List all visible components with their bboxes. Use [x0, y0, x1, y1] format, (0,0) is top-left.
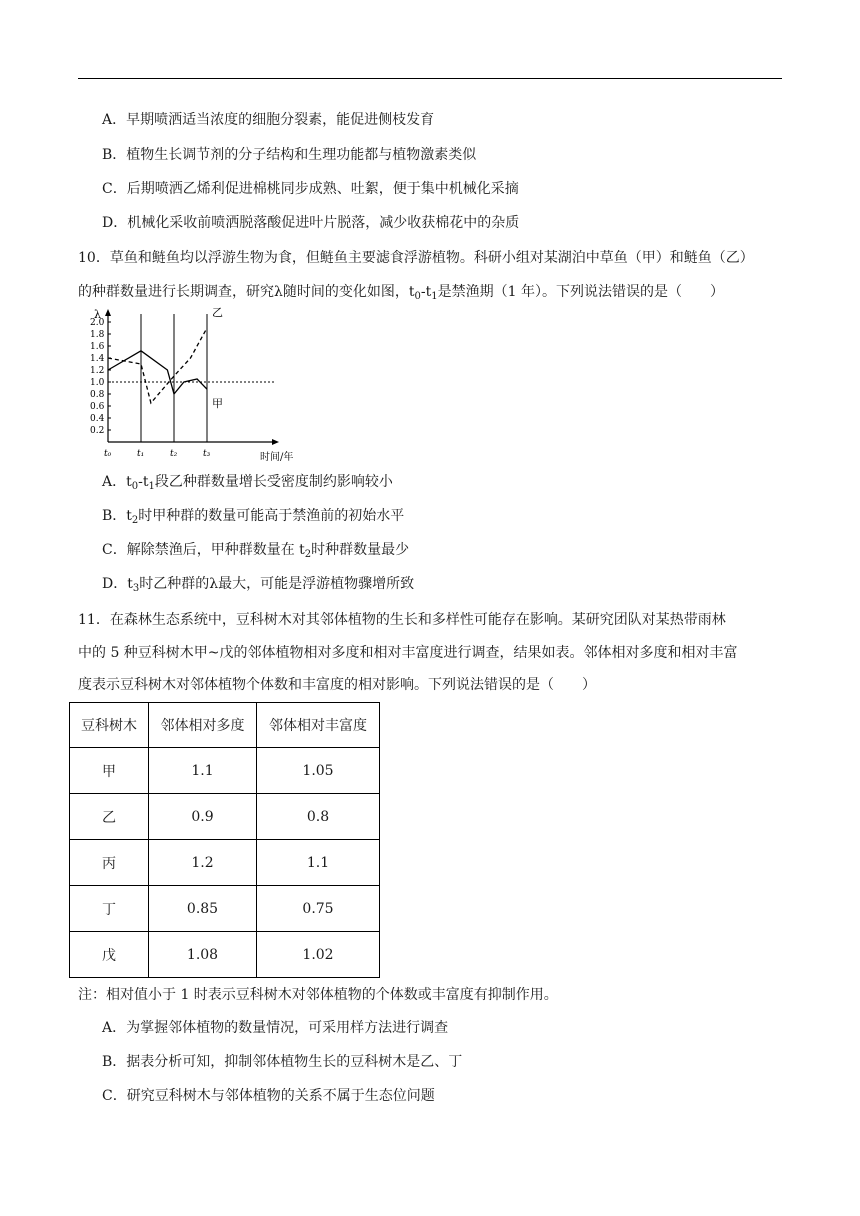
y-tick-label: 1.8 — [90, 330, 105, 340]
table-cell: 1.08 — [149, 932, 257, 978]
table-header-cell: 邻体相对丰富度 — [257, 703, 380, 748]
table-cell: 丁 — [70, 886, 149, 932]
y-tick-label: 2.0 — [90, 318, 105, 328]
lambda-chart — [90, 306, 300, 466]
table-cell: 戊 — [70, 932, 149, 978]
y-tick-label: 1.2 — [90, 366, 105, 376]
table-cell: 1.2 — [149, 840, 257, 886]
series-label: 甲 — [212, 397, 223, 411]
table-row — [70, 794, 380, 840]
y-axis-label: λ — [94, 308, 101, 321]
q10-option-a: A．$t_0-t_1$段乙种群数量增长受密度制约影响较小 — [102, 474, 393, 492]
q9-option-d: D．机械化采收前喷洒脱落酸促进叶片脱落，减少收获棉花中的杂质 — [102, 215, 520, 231]
table-cell: 1.1 — [149, 748, 257, 794]
q11-stem-line-3: 度表示豆科树木对邻体植物个体数和丰富度的相对影响。下列说法错误的是（ ） — [78, 677, 596, 693]
x-tick-label: t₂ — [170, 449, 178, 459]
table-row — [70, 748, 380, 794]
table-cell: 丙 — [70, 840, 149, 886]
x-axis-arrow — [272, 439, 279, 445]
table-cell: 0.85 — [149, 886, 257, 932]
table-header-row — [70, 703, 380, 748]
y-tick-label: 0.2 — [90, 426, 105, 436]
q11-stem-line-2: 中的 5 种豆科树木甲~戊的邻体植物相对多度和相对丰富度进行调查，结果如表。邻体相对多度和相对丰富 — [78, 645, 738, 661]
table-header-cell: 邻体相对多度 — [149, 703, 257, 748]
q10-option-c: C．解除禁渔后，甲种群数量在 $t_2$时种群数量最少 — [102, 542, 410, 560]
header-rule — [78, 78, 782, 79]
table-cell: 1.02 — [257, 932, 380, 978]
q10-stem-line-1: 10．草鱼和鲢鱼均以浮游生物为食，但鲢鱼主要滤食浮游植物。科研小组对某湖泊中草鱼（甲）和鲢鱼（乙） — [78, 250, 754, 266]
table-cell: 0.8 — [257, 794, 380, 840]
table-row — [70, 886, 380, 932]
x-tick-label: t₀ — [104, 449, 112, 459]
table-cell: 1.1 — [257, 840, 380, 886]
x-tick-label: t₁ — [137, 449, 145, 459]
table-header-cell: 豆科树木 — [70, 703, 149, 748]
q11-option-c: C．研究豆科树木与邻体植物的关系不属于生态位问题 — [102, 1088, 435, 1104]
q9-option-a: A．早期喷洒适当浓度的细胞分裂素，能促进侧枝发育 — [102, 112, 435, 128]
table-cell: 0.75 — [257, 886, 380, 932]
y-tick-label: 1.0 — [90, 378, 105, 388]
q11-option-a: A．为掌握邻体植物的数量情况，可采用样方法进行调查 — [102, 1020, 449, 1036]
table-cell: 乙 — [70, 794, 149, 840]
q10-option-b: B．$t_2$时甲种群的数量可能高于禁渔前的初始水平 — [102, 508, 405, 526]
y-tick-label: 0.4 — [90, 414, 105, 424]
q10-stem-line-2: 的种群数量进行长期调查，研究λ随时间的变化如图，$t_0-t_1$是禁渔期（1 年）。下列说法错误的是（ ） — [78, 284, 724, 302]
q9-option-b: B．植物生长调节剂的分子结构和生理功能都与植物激素类似 — [102, 147, 477, 163]
q11-stem-line-1: 11．在森林生态系统中，豆科树木对其邻体植物的生长和多样性可能存在影响。某研究团队对某热带雨林 — [78, 612, 726, 628]
q11-option-b: B．据表分析可知，抑制邻体植物生长的豆科树木是乙、丁 — [102, 1054, 463, 1070]
y-axis-arrow — [105, 309, 111, 316]
y-tick-label: 1.6 — [90, 342, 105, 352]
table-row — [70, 840, 380, 886]
table-cell: 1.05 — [257, 748, 380, 794]
table-cell: 0.9 — [149, 794, 257, 840]
x-tick-label: t₃ — [203, 449, 211, 459]
q10-option-d: D．$t_3$时乙种群的λ最大，可能是浮游植物骤增所致 — [102, 576, 415, 594]
y-tick-label: 0.8 — [90, 390, 105, 400]
y-tick-label: 0.6 — [90, 402, 105, 412]
series-line-yi — [108, 328, 207, 403]
series-label: 乙 — [212, 306, 223, 319]
x-axis-label: 时间/年 — [260, 452, 294, 463]
q9-option-c: C．后期喷洒乙烯利促进棉桃同步成熟、吐絮，便于集中机械化采摘 — [102, 181, 519, 197]
y-tick-label: 1.4 — [90, 354, 105, 364]
series-line-jia — [108, 351, 207, 394]
legume-table — [69, 702, 380, 978]
table-cell: 甲 — [70, 748, 149, 794]
table-row — [70, 932, 380, 978]
q11-table-note: 注：相对值小于 1 时表示豆科树木对邻体植物的个体数或丰富度有抑制作用。 — [78, 987, 558, 1003]
